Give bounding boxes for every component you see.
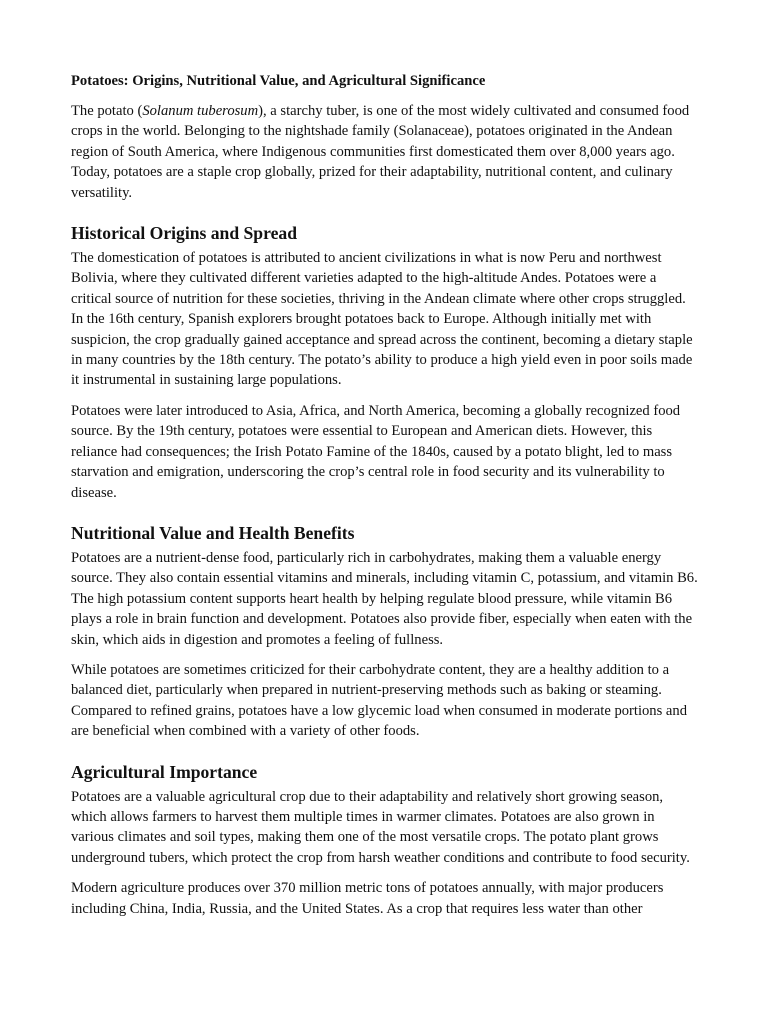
intro-paragraph [71, 101, 699, 203]
document-page [71, 71, 699, 929]
agriculture-paragraph-2: Modern agriculture produces over 370 million metric tons of potatoes annually, with major producers including China, India, Russia, and the United States. As a crop that requires less water than other [71, 880, 664, 917]
history-paragraph-2: Potatoes were later introduced to Asia, Africa, and North America, becoming a globally recognized food source. By the 19th century, potatoes were essential to European and American diets. However, this reliance had consequences; the Irish Potato Famine of the 1840s, caused by a potato blight, led to mass starvation and emigration, underscoring the crop’s central role in food security and its vulnerability to disease. [71, 402, 681, 501]
section-heading-history: Historical Origins and Spread [71, 223, 297, 244]
intro-text-end: ), a starchy tuber, is one of the most widely cultivated and consumed food crops in the world. Belonging to the nightshade family (Solanaceae), potatoes originated in the Andean region of South America, where Indigenous communities first domesticated them over 8,000 years ago. Today, potatoes are a staple crop globally, prized for their adaptability, nutritional content, and culinary versatility. [71, 103, 690, 201]
nutrition-paragraph-1: Potatoes are a nutrient-dense food, particularly rich in carbohydrates, making them a valuable energy source. They also contain essential vitamins and minerals, including vitamin C, potassium, and vitamin B6. The high potassium content supports heart health by helping regulate blood pressure, while vitamin B6 plays a role in brain function and development. Potatoes also provide fiber, especially when eaten with the skin, which aids in digestion and promotes a feeling of fullness. [71, 549, 698, 648]
history-paragraph-1: The domestication of potatoes is attributed to ancient civilizations in what is now Peru and northwest Bolivia, where they cultivated different varieties adapted to the high-altitude Andes. Potatoes were a critical source of nutrition for these societies, thriving in the Andean climate where other crops struggled. In the 16th century, Spanish explorers brought potatoes back to Europe. Although initially met with suspicion, the crop gradually gained acceptance and spread across the continent, becoming a dietary staple in many countries by the 18th century. The potato’s ability to produce a high yield even in poor soils made it instrumental in sustaining large populations. [71, 250, 693, 389]
nutrition-paragraph-2: While potatoes are sometimes criticized for their carbohydrate content, they are a healthy addition to a balanced diet, particularly when prepared in nutrient-preserving methods such as baking or steaming. Compared to refined grains, potatoes have a low glycemic load when consumed in moderate portions and are beneficial when combined with a variety of other foods. [71, 661, 688, 740]
species-name: Solanum tuberosum [142, 103, 259, 119]
intro-text-start: The potato ( [71, 103, 143, 119]
agriculture-paragraph-1: Potatoes are a valuable agricultural crop due to their adaptability and relatively short growing season, which allows farmers to harvest them multiple times in warmer climates. Potatoes are also grown in various climates and soil types, making them one of the most versatile crops. The potato plant grows underground tubers, which protect the crop from harsh weather conditions and contribute to food security. [71, 788, 690, 866]
section-heading-nutrition: Nutritional Value and Health Benefits [71, 522, 355, 543]
section-heading-agriculture: Agricultural Importance [71, 761, 258, 782]
document-title: Potatoes: Origins, Nutritional Value, and Agricultural Significance [71, 73, 486, 89]
